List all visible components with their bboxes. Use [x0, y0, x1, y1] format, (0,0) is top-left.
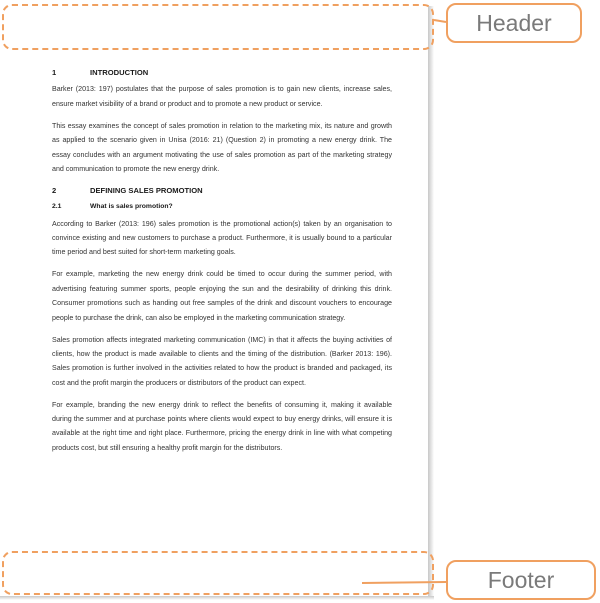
footer-region — [2, 551, 434, 595]
paragraph: This essay examines the concept of sales promotion in relation to the marketing mix, its nature and growth as applied to the scenario given in Unisa (2016: 21) (Question 2) in promoting a new energy drink. The essay concludes with an argument motivating the use of sales promotion as part of the marketing strategy and communication to promote the new energy drink. — [52, 121, 392, 173]
subsection-heading — [52, 200, 392, 214]
subsection-number: 2.1 — [52, 203, 62, 211]
section-heading-defining-sales-promotion — [52, 184, 392, 198]
subsection-title: What is sales promotion? — [90, 203, 173, 211]
header-region — [2, 4, 434, 50]
header-callout: Header — [446, 3, 582, 43]
footer-callout: Footer — [446, 560, 596, 600]
section-title: DEFINING SALES PROMOTION — [90, 185, 203, 195]
section-title: INTRODUCTION — [90, 68, 149, 77]
section-number: 1 — [52, 68, 57, 77]
page-shadow-bottom — [0, 596, 434, 600]
paragraph: For example, branding the new energy drink to reflect the benefits of consuming it, making it available during the summer and at purchase points where clients would expect to buy energy drinks, will ensure it is available at the right time and right place. Furthermore, pricing the energy drink in line with what competing products cost, but still ensuring a healthy profit margin for the distributors. — [52, 400, 392, 452]
section-number: 2 — [52, 185, 57, 195]
page-shadow-right — [428, 6, 434, 596]
paragraph: Sales promotion affects integrated marketing communication (IMC) in that it affects the buying activities of clients, how the product is made available to clients and the timing of the distribution. (Barker 2013: 196). Sales promotion is further involved in the activities related to how the product is branded and packaged, its cost and the profit margin the producers or distributors of the product can expect. — [52, 335, 392, 387]
section-heading-introduction — [52, 66, 392, 80]
paragraph: For example, marketing the new energy drink could be timed to occur during the summer period, with advertising featuring summer sports, people enjoying the sun and the desirability of drinking this drink. Consumer promotions such as handing out free samples of the drink and discount vouchers to encourage people to purchase the drink, can also be employed in the marketing communication strategy. — [52, 270, 392, 322]
document-body — [52, 62, 392, 463]
header-connector-line — [434, 20, 446, 22]
paragraph: According to Barker (2013: 196) sales promotion is the promotional action(s) taken by an organisation to convince existing and new customers to purchase a product. Furthermore, it is usually bound to a particular time period and best suited for short-term marketing goals. — [52, 219, 392, 257]
paragraph: Barker (2013: 197) postulates that the purpose of sales promotion is to gain new clients, increase sales, ensure market visibility of a brand or product and to promote a new product or service. — [52, 85, 392, 108]
